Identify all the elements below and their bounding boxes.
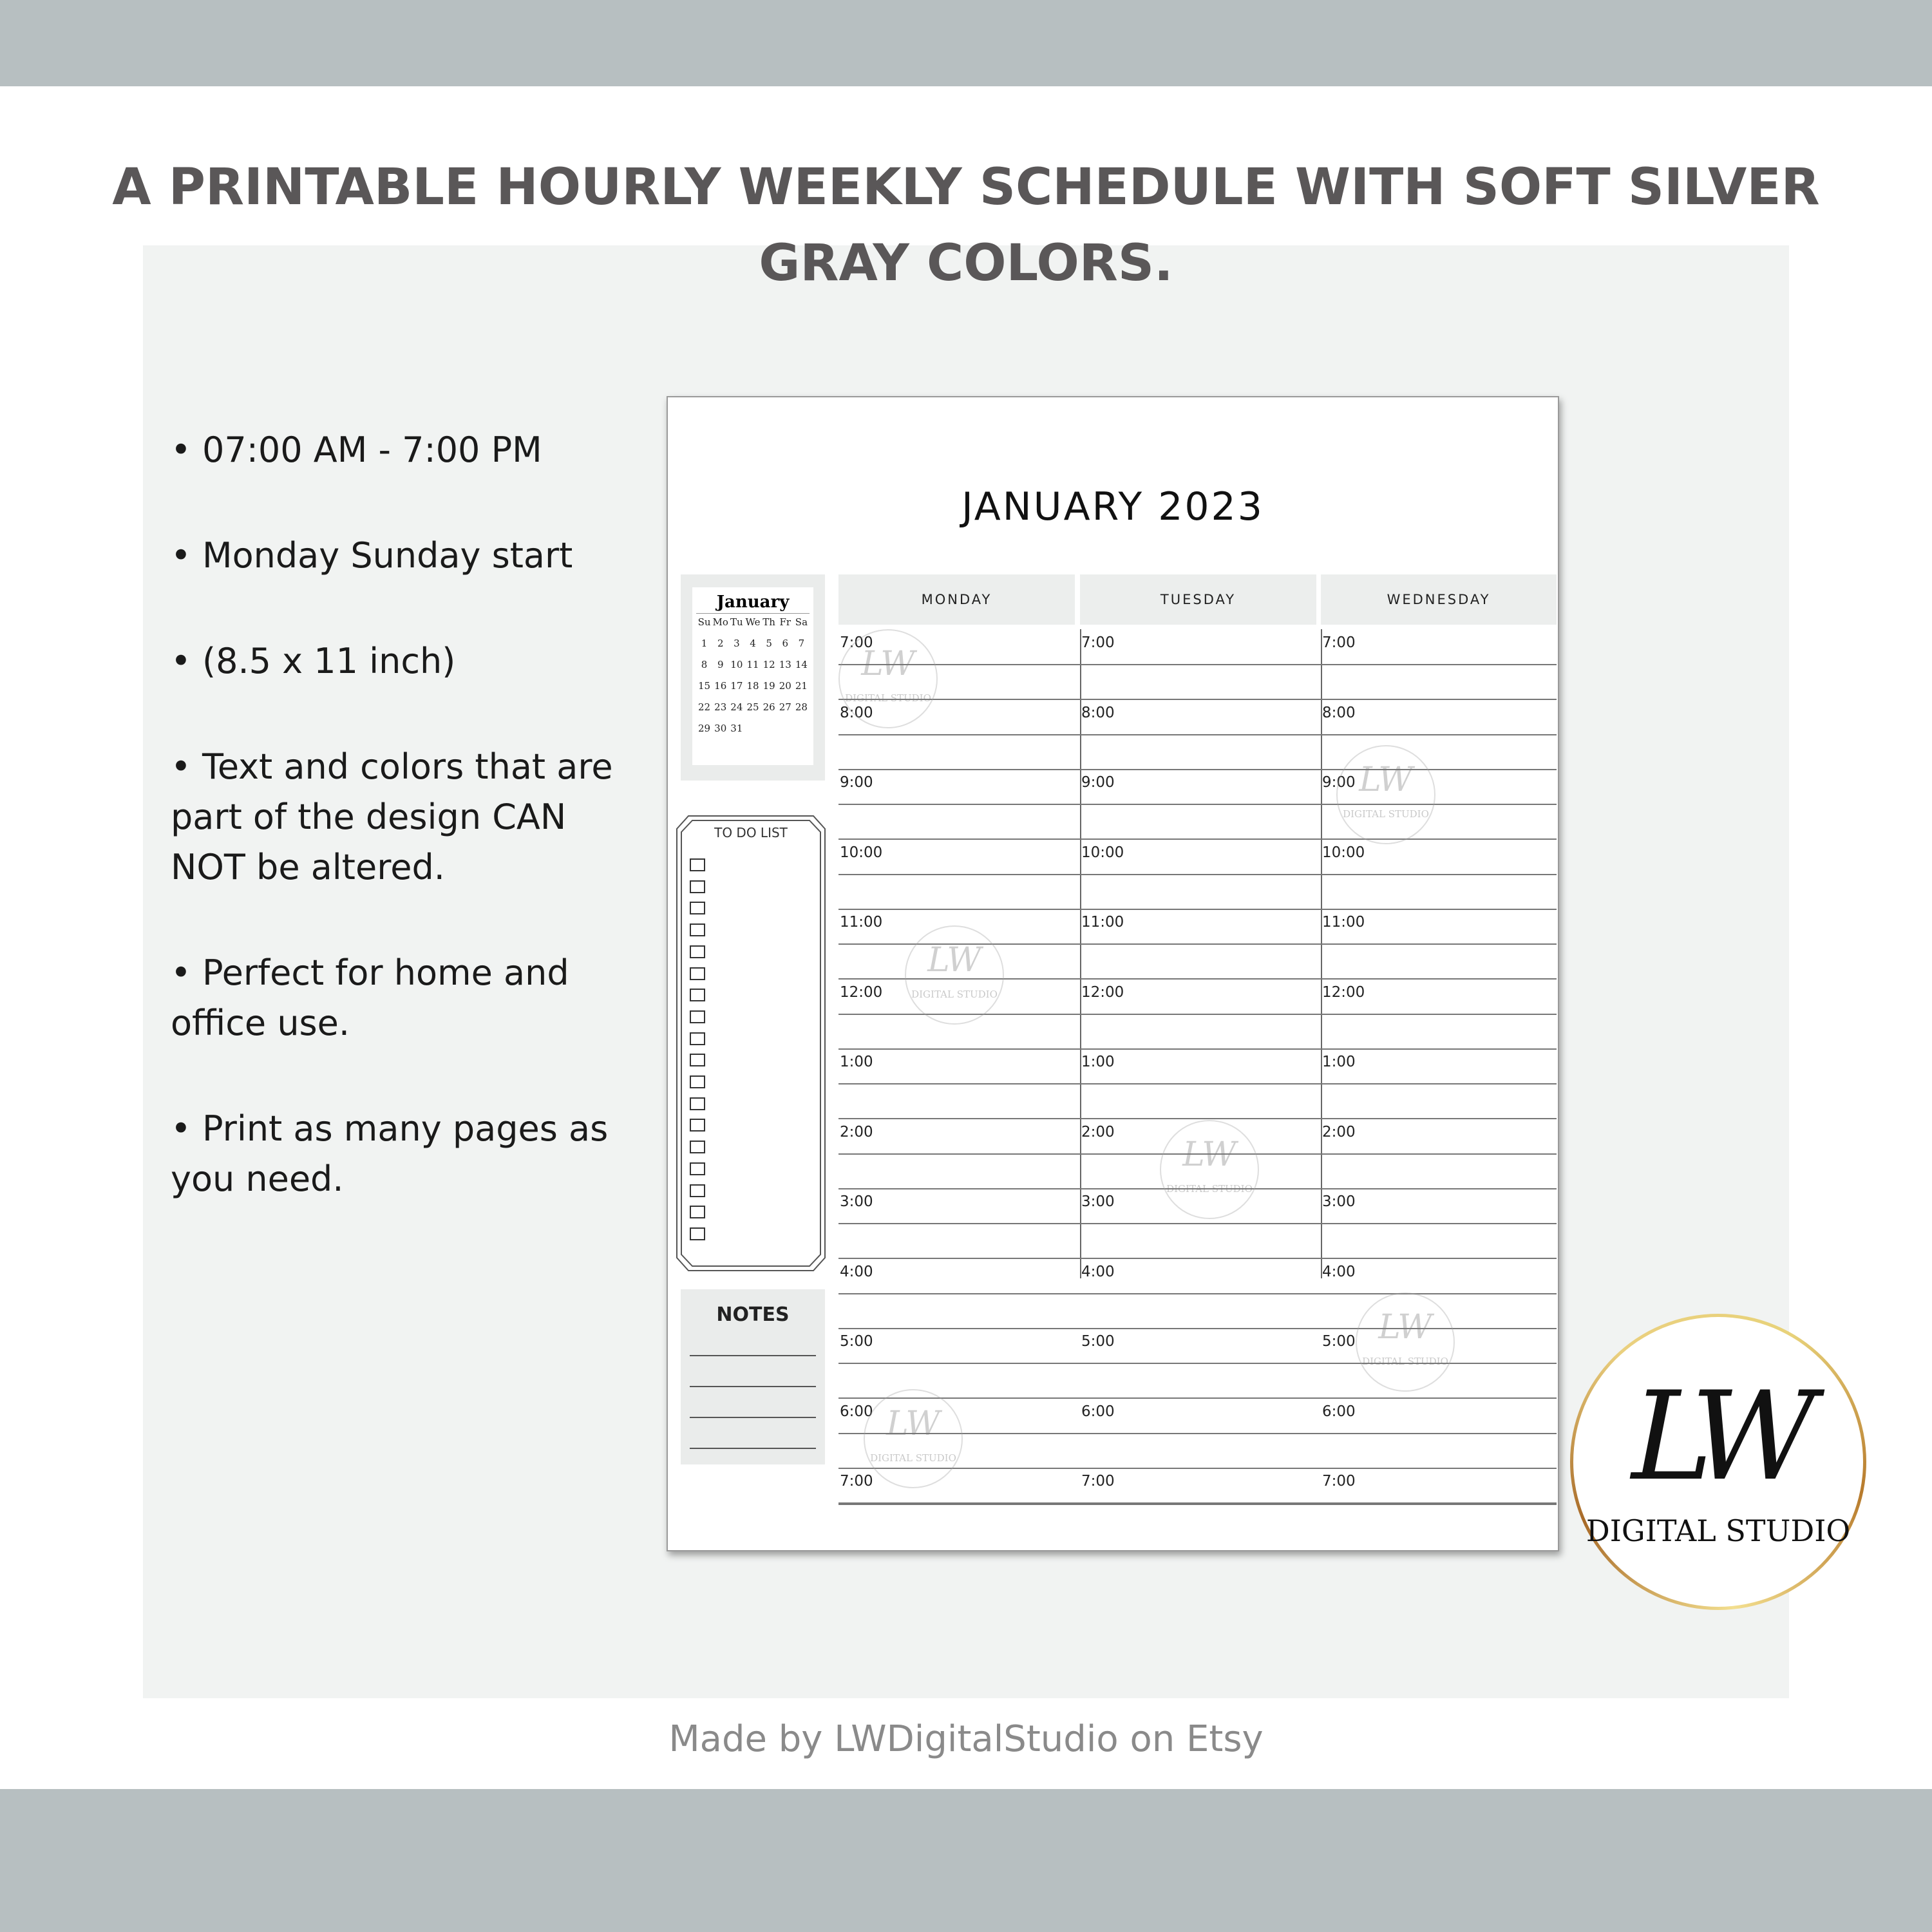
hour-label: 8:00 (1322, 704, 1356, 721)
todo-checkbox[interactable] (690, 858, 705, 871)
todo-checkbox[interactable] (690, 1075, 705, 1088)
feature-item: • Perfect for home and office use. (171, 952, 569, 1043)
mini-calendar-day: 14 (795, 659, 808, 670)
half-hour-line (838, 1083, 1557, 1084)
hour-label: 11:00 (840, 914, 883, 931)
hour-label: 4:00 (1081, 1263, 1115, 1280)
mini-calendar-day: 2 (717, 638, 724, 649)
todo-checkbox[interactable] (690, 1227, 705, 1240)
hour-line (838, 909, 1557, 910)
hour-label: 7:00 (1322, 634, 1356, 651)
hour-label: 2:00 (1322, 1123, 1356, 1141)
hour-label: 7:00 (1081, 1473, 1115, 1490)
todo-checkbox[interactable] (690, 1054, 705, 1066)
watermark-subtitle: DIGITAL STUDIO (1166, 1183, 1253, 1195)
hour-label: 2:00 (1081, 1123, 1115, 1141)
hour-label: 10:00 (1081, 844, 1124, 861)
mini-calendar-day: 9 (717, 659, 724, 670)
mini-calendar-day: 15 (698, 680, 711, 692)
mini-calendar-day: 25 (746, 701, 759, 713)
todo-checkbox[interactable] (690, 1162, 705, 1175)
todo-checkbox[interactable] (690, 923, 705, 936)
hour-label: 7:00 (840, 634, 873, 651)
hour-line (838, 1397, 1557, 1399)
watermark-monogram: LW (886, 1405, 940, 1443)
hour-line (838, 1504, 1557, 1505)
mini-calendar-day: 27 (779, 701, 791, 713)
hour-label: 3:00 (1322, 1193, 1356, 1210)
notes-line (690, 1417, 816, 1418)
mini-calendar-day: 28 (795, 701, 808, 713)
half-hour-line (838, 804, 1557, 805)
watermark-monogram: LW (1182, 1135, 1236, 1174)
mini-calendar-day: 20 (779, 680, 791, 692)
notes-line (690, 1386, 816, 1387)
mini-calendar-day: 7 (798, 638, 805, 649)
footer-credit: Made by LWDigitalStudio on Etsy (668, 1718, 1264, 1760)
hour-line (838, 838, 1557, 840)
planner-page-preview (667, 396, 1559, 1551)
half-hour-line (838, 734, 1557, 735)
hour-label: 1:00 (1322, 1054, 1356, 1070)
mini-calendar-day: 21 (795, 680, 808, 692)
hour-line (838, 1118, 1557, 1119)
feature-item: • Print as many pages as you need. (171, 1108, 609, 1199)
hour-label: 5:00 (840, 1333, 873, 1350)
hour-label: 6:00 (1322, 1403, 1356, 1420)
todo-title: TO DO LIST (714, 825, 788, 840)
hour-label: 7:00 (840, 1473, 873, 1490)
hour-label: 9:00 (840, 774, 873, 791)
hour-label: 10:00 (1322, 844, 1365, 861)
day-header-tuesday: TUESDAY (1080, 574, 1316, 625)
mini-calendar-day: 16 (714, 680, 727, 692)
mini-calendar-day: 5 (766, 638, 772, 649)
hour-label: 5:00 (1081, 1333, 1115, 1350)
mini-calendar-day: 17 (730, 680, 743, 692)
hour-label: 12:00 (840, 983, 883, 1001)
todo-checkbox[interactable] (690, 1097, 705, 1110)
hour-label: 11:00 (1081, 914, 1124, 931)
feature-item: • Text and colors that are part of the design CAN NOT be altered. (171, 746, 613, 887)
mini-calendar-day: 8 (701, 659, 708, 670)
mini-calendar-day: 24 (730, 701, 743, 713)
mini-calendar-day: 22 (698, 701, 711, 713)
hour-line (838, 769, 1557, 770)
hour-label: 7:00 (1322, 1473, 1356, 1490)
half-hour-line (838, 874, 1557, 875)
hour-label: 2:00 (840, 1123, 873, 1141)
mini-calendar-day: 3 (734, 638, 740, 649)
hour-label: 9:00 (1322, 774, 1356, 791)
watermark (1356, 1293, 1455, 1392)
hour-label: 9:00 (1081, 774, 1115, 791)
mini-calendar-weekday: Mo (712, 616, 728, 628)
mini-calendar-day: 12 (762, 659, 775, 670)
todo-checkbox[interactable] (690, 1141, 705, 1153)
hour-line (838, 699, 1557, 700)
notes-line (690, 1355, 816, 1356)
todo-checkbox[interactable] (690, 1206, 705, 1218)
watermark (1160, 1120, 1259, 1219)
mini-calendar-day: 23 (714, 701, 727, 713)
todo-checkbox[interactable] (690, 1119, 705, 1132)
todo-checkbox[interactable] (690, 967, 705, 980)
hour-label: 4:00 (1322, 1263, 1356, 1280)
mini-calendar-day: 18 (746, 680, 759, 692)
watermark (838, 629, 938, 728)
todo-checkbox[interactable] (690, 902, 705, 914)
logo-text: DIGITAL STUDIO (1586, 1513, 1851, 1548)
mini-calendar-day: 30 (714, 723, 727, 734)
hour-line (838, 1048, 1557, 1050)
mini-calendar-day: 13 (779, 659, 791, 670)
todo-checkbox[interactable] (690, 880, 705, 893)
mini-calendar-day: 4 (750, 638, 756, 649)
feature-item: • 07:00 AM - 7:00 PM (171, 430, 542, 470)
hour-label: 3:00 (1081, 1193, 1115, 1210)
notes-line (690, 1448, 816, 1449)
mini-calendar-day: 10 (730, 659, 743, 670)
watermark-subtitle: DIGITAL STUDIO (911, 989, 998, 1000)
hour-label: 10:00 (840, 844, 883, 861)
mini-calendar-weekday: Fr (779, 616, 791, 628)
todo-list (676, 815, 826, 1272)
watermark-subtitle: DIGITAL STUDIO (1362, 1356, 1448, 1367)
feature-item: • (8.5 x 11 inch) (171, 641, 456, 681)
notes-title: NOTES (716, 1303, 790, 1326)
mini-calendar-weekday: We (745, 616, 761, 628)
top-band (0, 0, 1932, 86)
mini-calendar-day: 26 (762, 701, 775, 713)
mini-calendar-weekday: Sa (795, 616, 808, 628)
hour-label: 6:00 (840, 1403, 873, 1420)
notes-box (681, 1289, 825, 1464)
mini-calendar-weekday: Su (697, 616, 711, 628)
watermark-monogram: LW (861, 645, 915, 683)
hour-label: 8:00 (840, 704, 873, 721)
half-hour-line (838, 1293, 1557, 1294)
feature-list (171, 425, 634, 1260)
mini-calendar-day: 6 (782, 638, 789, 649)
mini-calendar-grid (696, 616, 810, 734)
half-hour-line (838, 664, 1557, 665)
day-header-wednesday: WEDNESDAY (1321, 574, 1557, 625)
mini-calendar-weekday: Th (762, 616, 775, 628)
todo-checkbox[interactable] (690, 1184, 705, 1197)
mini-calendar-weekday: Tu (730, 616, 743, 628)
mini-calendar-day: 11 (746, 659, 759, 670)
watermark (864, 1389, 963, 1488)
hour-label: 12:00 (1322, 983, 1365, 1001)
mini-calendar-day: 1 (701, 638, 708, 649)
mini-calendar-card (692, 587, 813, 765)
watermark-subtitle: DIGITAL STUDIO (1343, 808, 1429, 820)
todo-checkbox[interactable] (690, 945, 705, 958)
mini-calendar-day: 19 (762, 680, 775, 692)
headline: A PRINTABLE HOURLY WEEKLY SCHEDULE WITH SOFT SILVER GRAY COLORS. (112, 158, 1820, 292)
watermark (1336, 745, 1435, 844)
feature-item: • Monday Sunday start (171, 535, 573, 576)
day-column-divider (1080, 629, 1081, 1278)
hour-label: 8:00 (1081, 704, 1115, 721)
mini-calendar (681, 574, 825, 781)
todo-checkbox[interactable] (690, 989, 705, 1001)
logo-monogram: LW (1631, 1365, 1805, 1508)
watermark-monogram: LW (1378, 1308, 1432, 1347)
mini-calendar-title: January (696, 592, 810, 614)
hour-label: 6:00 (1081, 1403, 1115, 1420)
watermark-subtitle: DIGITAL STUDIO (870, 1452, 956, 1464)
hour-label: 12:00 (1081, 983, 1124, 1001)
watermark (905, 925, 1004, 1025)
brand-logo (1570, 1314, 1866, 1610)
watermark-monogram: LW (1359, 761, 1413, 799)
bottom-band (0, 1789, 1932, 1932)
day-column-divider (1321, 629, 1322, 1278)
hour-label: 3:00 (840, 1193, 873, 1210)
hour-label: 7:00 (1081, 634, 1115, 651)
mini-calendar-day: 31 (730, 723, 743, 734)
todo-checkbox[interactable] (690, 1010, 705, 1023)
day-header-monday: MONDAY (838, 574, 1075, 625)
hour-label: 1:00 (840, 1054, 873, 1070)
half-hour-line (838, 1223, 1557, 1224)
hour-label: 4:00 (840, 1263, 873, 1280)
hour-label: 5:00 (1322, 1333, 1356, 1350)
hour-line (838, 1258, 1557, 1259)
watermark-monogram: LW (927, 941, 981, 980)
todo-checkbox[interactable] (690, 1032, 705, 1045)
month-title: JANUARY 2023 (961, 484, 1264, 529)
watermark-subtitle: DIGITAL STUDIO (845, 692, 931, 704)
hour-label: 1:00 (1081, 1054, 1115, 1070)
mini-calendar-day: 29 (698, 723, 711, 734)
hour-label: 11:00 (1322, 914, 1365, 931)
